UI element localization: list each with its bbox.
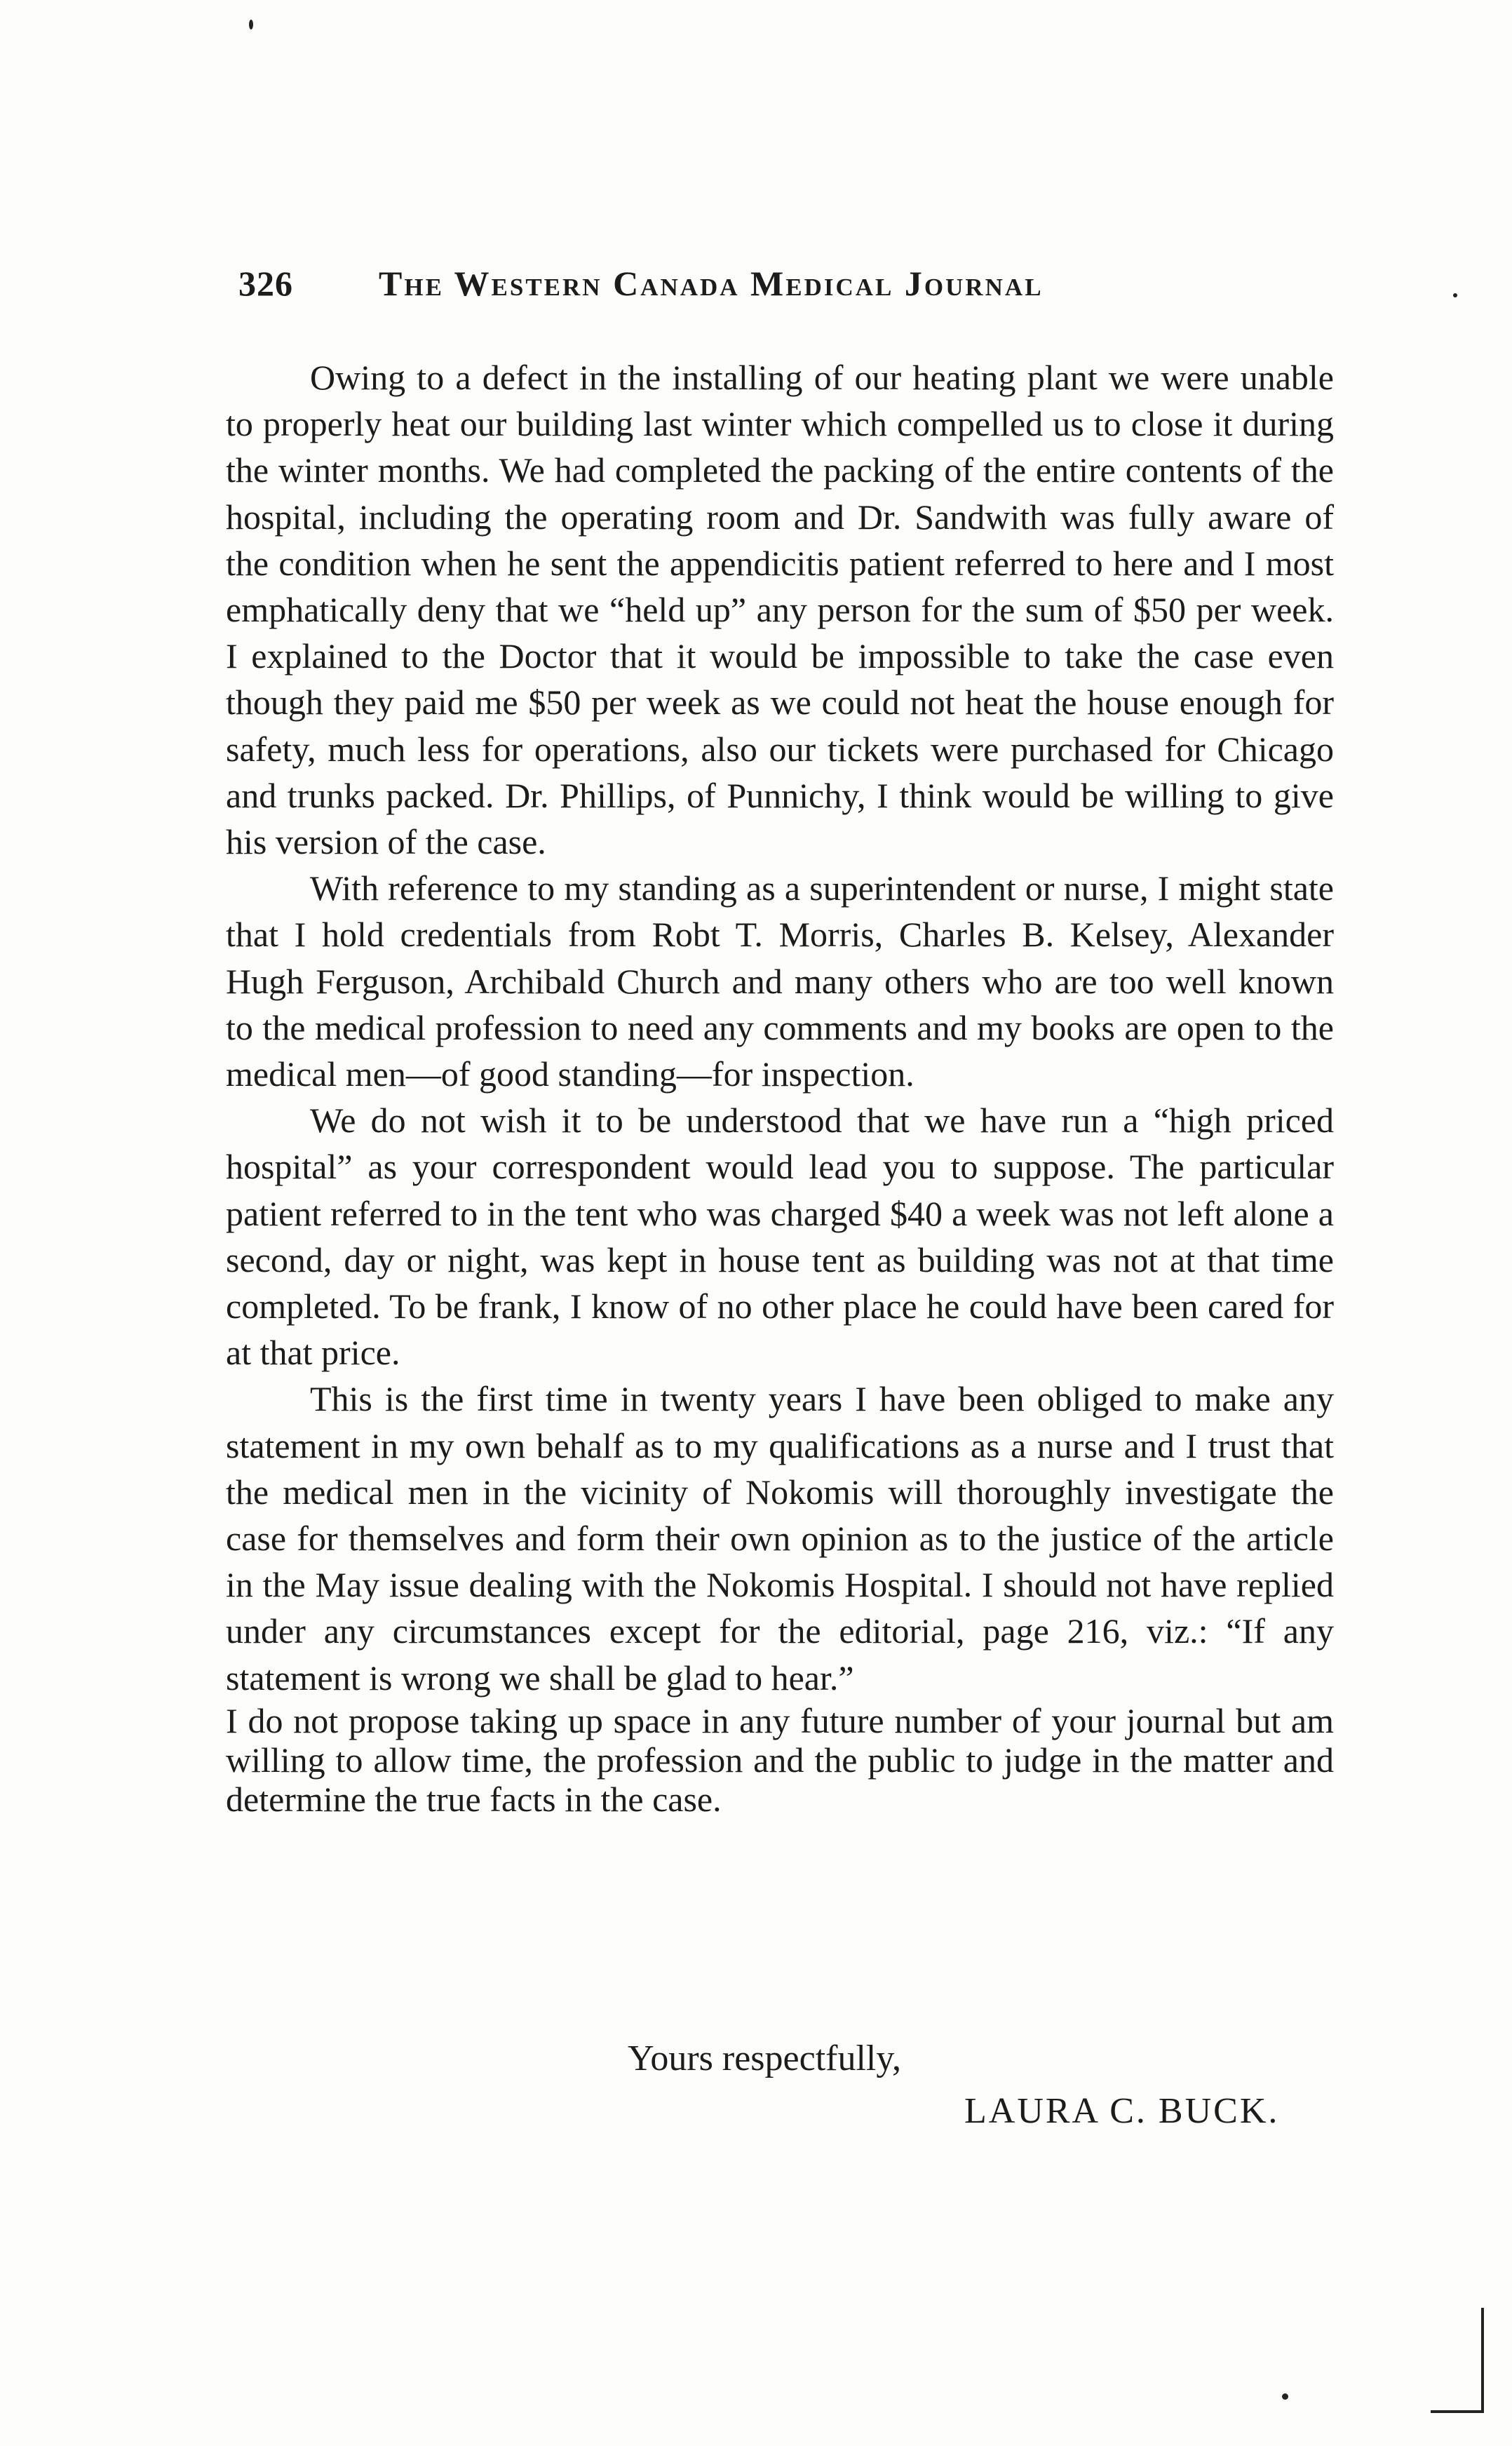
print-speck	[249, 20, 253, 29]
letter-paragraph: I do not propose taking up space in any future number of your journal but am willing to allow time, the profession and the public to judge in the matter and determine the true facts in the case.	[226, 1700, 1334, 1819]
letter-paragraph: Owing to a defect in the installing of our heating plant we were unable to properly heat our building last winter which compelled us to close it during the winter months. We had completed the packing of the entire contents of the hospital, including the operating room and Dr. Sandwith was fully aware of the condition when he sent the appendicitis patient referred to here and I most emphatically deny that we “held up” any person for the sum of $50 per week. I explained to the Doctor that it would be impossible to take the case even though they paid me $50 per week as we could not heat the house enough for safety, much less for operations, also our tickets were purchased for Chicago and trunks packed. Dr. Phillips, of Punnichy, I think would be willing to give his version of the case.	[226, 358, 1334, 862]
page-edge-mark	[1431, 2410, 1484, 2413]
letter-paragraph: This is the first time in twenty years I have been obliged to make any statement in my own behalf as to my qualifications as a nurse and I trust that the medical men in the vicinity of Nokomis will thoroughly investigate the case for themselves and form their own opinion as to the justice of the article in the May issue dealing with the Nokomis Hospital. I should not have replied under any circumstances except for the editorial, page 216, viz.: “If any statement is wrong we shall be glad to hear.”	[226, 1379, 1334, 1698]
letter-body	[226, 354, 1334, 1819]
journal-title: The Western Canada Medical Journal	[379, 264, 1044, 303]
letter-closing: Yours respectfully,	[628, 2038, 901, 2078]
letter-paragraph: With reference to my standing as a superintendent or nurse, I might state that I hold credentials from Robt T. Morris, Charles B. Kelsey, Alexander Hugh Ferguson, Archibald Church and many others who are too well known to the medical profession to need any comments and my books are open to the medical men—of good standing—for inspection.	[226, 868, 1334, 1094]
running-head	[238, 263, 1332, 312]
letter-signature: LAURA C. BUCK.	[964, 2091, 1280, 2131]
letter-paragraph: We do not wish it to be understood that we have run a “high priced hospital” as your correspondent would lead you to suppose. The particular patient referred to in the tent who was charged $40 a week was not left alone a second, day or night, was kept in house tent as building was not at that time completed. To be frank, I know of no other place he could have been cared for at that price.	[226, 1101, 1334, 1373]
page-number: 326	[238, 264, 293, 303]
page-edge-mark	[1481, 2308, 1484, 2413]
print-speck	[1282, 2393, 1288, 2400]
print-speck	[1453, 293, 1457, 297]
